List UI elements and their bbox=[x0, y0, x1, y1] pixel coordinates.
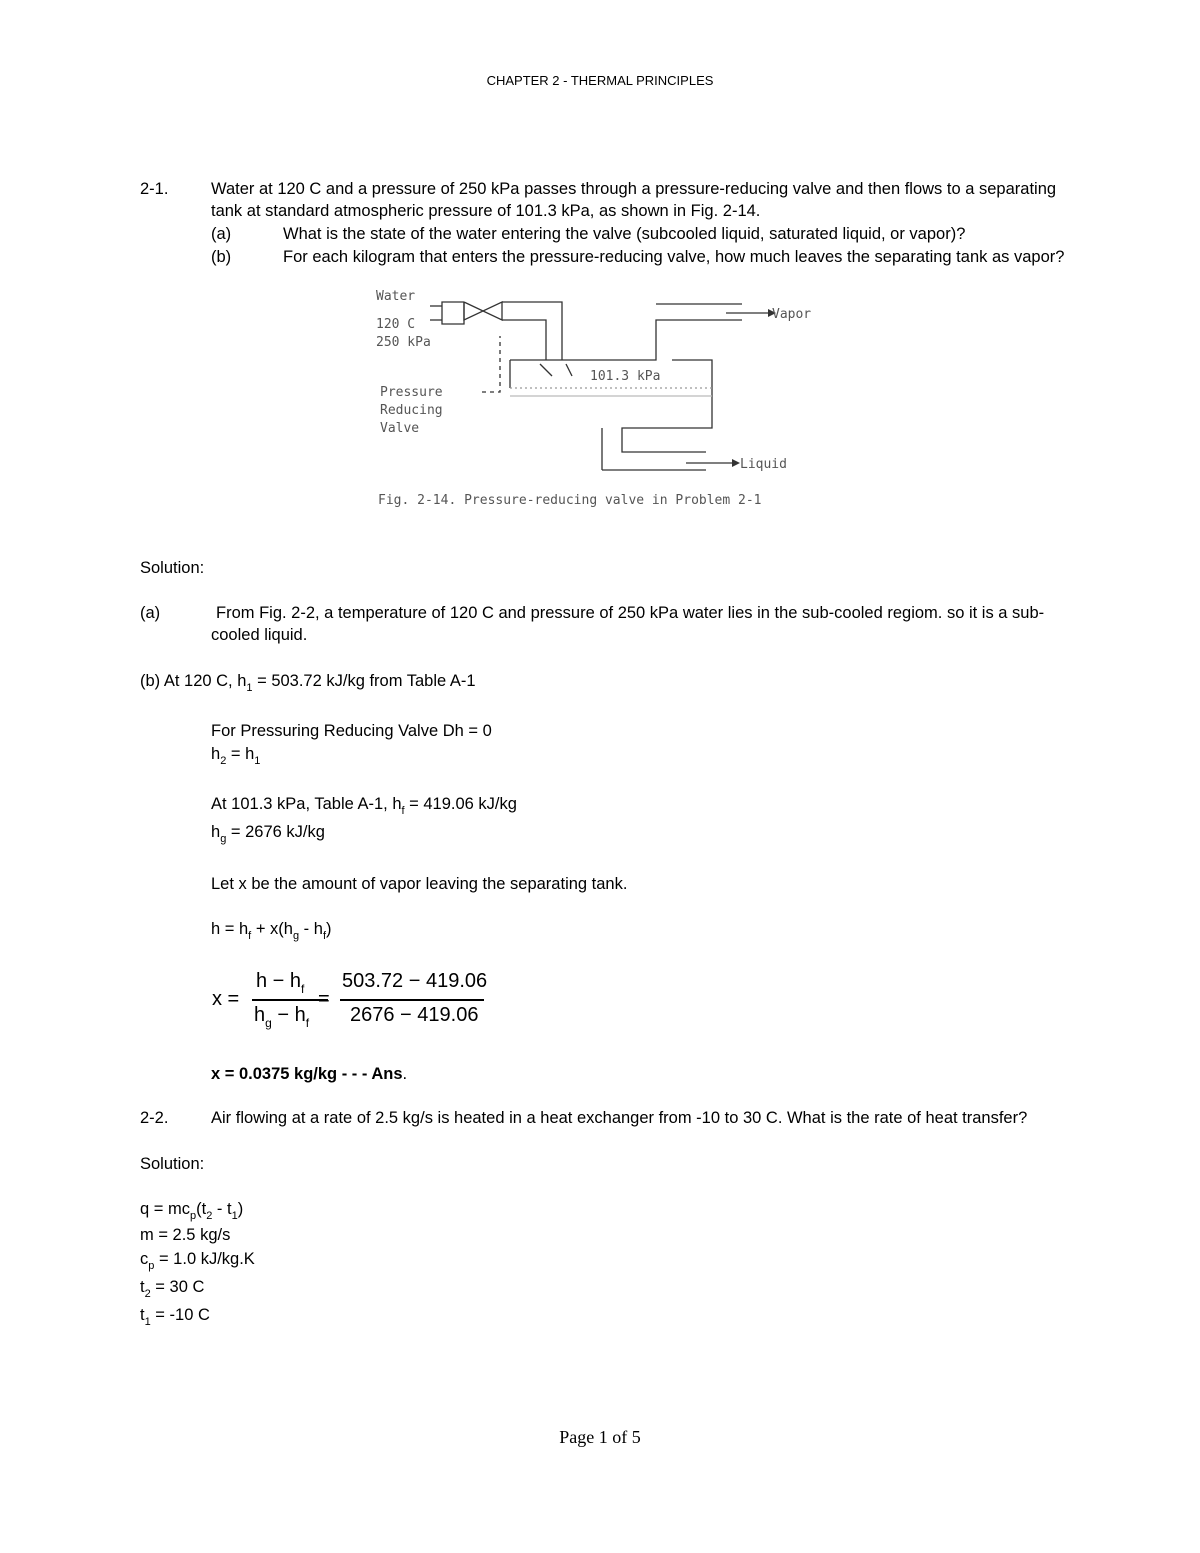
part-a-question: What is the state of the water entering the valve (subcooled liquid, saturated liquid, or vapor)? bbox=[283, 225, 966, 243]
fig-valve-label-1: Pressure bbox=[380, 385, 443, 400]
fig-caption: Fig. 2-14. Pressure-reducing valve in Problem 2-1 bbox=[378, 493, 762, 508]
part-b-question: For each kilogram that enters the pressure-reducing valve, how much leaves the separating tank as vapor? bbox=[283, 248, 1065, 266]
hg-line: $h_g = 2676$ kJ/kg bbox=[211, 823, 325, 845]
frac-den-2: 2676 − 419.06 bbox=[350, 1004, 479, 1026]
frac-num-2: 503.72 − 419.06 bbox=[342, 970, 488, 992]
fig-liquid-label: Liquid bbox=[740, 457, 787, 472]
fig-vapor-label: Vapor bbox=[772, 307, 812, 322]
t1-line: $t_1 = -10$ C bbox=[140, 1306, 210, 1328]
problem-number: 2-1. bbox=[140, 180, 169, 198]
fig-temp-label: 120 C bbox=[376, 317, 416, 332]
fig-water-label: Water bbox=[376, 289, 416, 304]
frac-x-label: x = bbox=[212, 988, 240, 1010]
cp-line: $c_p = 1.0$ kJ/kg.K bbox=[140, 1250, 255, 1272]
solution-2-2-label: Solution: bbox=[140, 1155, 205, 1173]
t2-line: $t_2 = 30$ C bbox=[140, 1278, 205, 1300]
fig-valve-label-2: Reducing bbox=[380, 403, 443, 418]
part-a-label: (a) bbox=[211, 225, 232, 243]
solution-a-label: (a) bbox=[140, 604, 161, 622]
solution-label: Solution: bbox=[140, 559, 205, 577]
fig-pressure-label: 250 kPa bbox=[376, 335, 431, 350]
fig-valve-label-3: Valve bbox=[380, 421, 420, 436]
enthalpy-equation: $h = h_f + x(h_g - h_f)$ bbox=[211, 920, 332, 942]
mass-flow-line: m = 2.5 kg/s bbox=[140, 1226, 231, 1244]
problem-statement-line1: Water at 120 C and a pressure of 250 kPa passes through a pressure-reducing valve and then flows to a separating bbox=[211, 180, 1057, 198]
part-b-label: (b) bbox=[211, 248, 232, 266]
frac-bar-1 bbox=[252, 999, 328, 1001]
h2-equals-h1: $h_2 = h_1$ bbox=[211, 745, 261, 767]
problem-2-2-statement: Air flowing at a rate of 2.5 kg/s is heated in a heat exchanger from -10 to 30 C. What is the rate of heat transfer? bbox=[211, 1109, 1028, 1127]
let-x-line: Let x be the amount of vapor leaving the separating tank. bbox=[211, 875, 628, 893]
page-header: CHAPTER 2 - THERMAL PRINCIPLES bbox=[486, 73, 714, 88]
fig-tank-pressure: 101.3 kPa bbox=[590, 369, 661, 384]
frac-bar-2 bbox=[340, 999, 484, 1001]
frac-num-1: $h - h_f$ bbox=[256, 970, 305, 996]
page-footer: Page 1 of 5 bbox=[559, 1427, 641, 1447]
answer-line: x = 0.0375 kg/kg - - - Ans. bbox=[211, 1065, 408, 1083]
solution-a-line1: From Fig. 2-2, a temperature of 120 C and pressure of 250 kPa water lies in the sub-cooled regiom. so it is a sub- bbox=[216, 604, 1045, 622]
figure-2-14 bbox=[360, 280, 840, 520]
problem-2-2-number: 2-2. bbox=[140, 1109, 169, 1127]
problem-statement-line2: tank at standard atmospheric pressure of 101.3 kPa, as shown in Fig. 2-14. bbox=[211, 202, 761, 220]
frac-den-1: $h_g - h_f$ bbox=[254, 1004, 310, 1030]
heat-equation: $q = mc_p(t_2 - t_1)$ bbox=[140, 1200, 244, 1222]
solution-b-line: (b) At 120 C, $h_1 = 503.72$ kJ/kg from Table A-1 bbox=[140, 672, 476, 694]
solution-a-line2: cooled liquid. bbox=[211, 626, 308, 644]
frac-equals: = bbox=[318, 988, 330, 1010]
valve-line: For Pressuring Reducing Valve Dh = 0 bbox=[211, 722, 492, 740]
hf-line: At 101.3 kPa, Table A-1, $h_f = 419.06$ kJ/kg bbox=[211, 795, 517, 817]
